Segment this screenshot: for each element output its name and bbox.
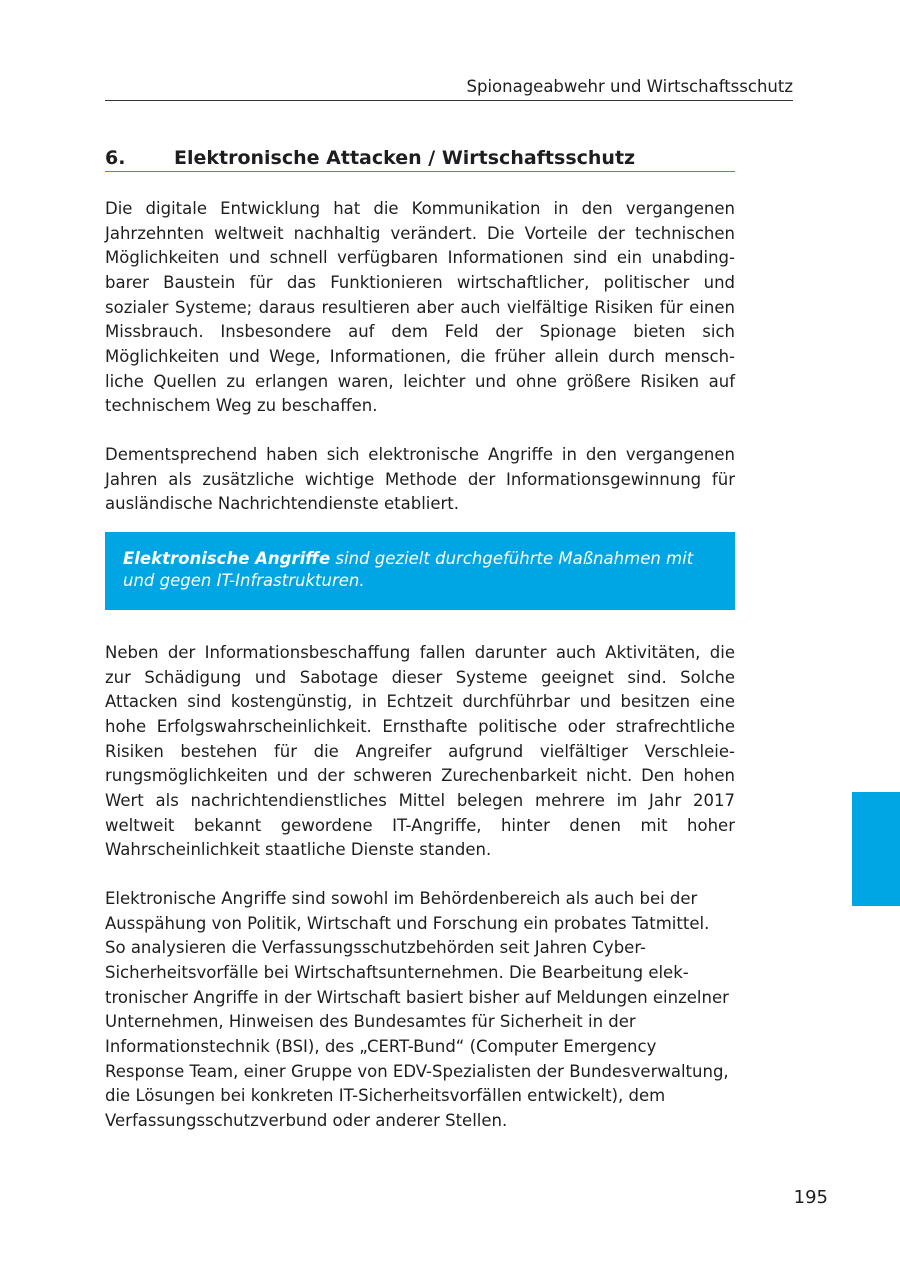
chapter-title: Elektronische Attacken / Wirtschaftsschutz xyxy=(174,147,636,169)
chapter-number: 6. xyxy=(105,147,126,169)
page-number: 195 xyxy=(793,1187,828,1208)
definition-term: Elektronische Angriffe xyxy=(123,549,331,568)
definition-box xyxy=(105,532,735,610)
paragraph: Die digitale Entwicklung hat die Kommunikation in den vergangenen Jahrzehnten weltweit nachhaltig verändert. Die Vorteile der technischen Möglichkeiten und schnell verfügbaren Informationen sind ein unabdingbarer Baustein für das Funktionieren wirtschaftlicher, politischer und sozialer Systeme; daraus resultieren aber auch vielfältige Risiken für einen Missbrauch. Insbesondere auf dem Feld der Spionage bieten sich Möglichkeiten und Wege, Informationen, die früher allein durch menschliche Quellen zu erlangen waren, leichter und ohne größere Risiken auf technischem Weg zu beschaffen. xyxy=(105,199,735,416)
running-header: Spionageabwehr und Wirtschaftsschutz xyxy=(105,76,793,101)
paragraph: Elektronische Angriffe sind sowohl im Behördenbereich als auch bei der Ausspähung von Politik, Wirtschaft und Forschung ein probates Tatmittel. So analysieren die Verfassungsschutzbehörden seit Jahren Cyber-Sicherheitsvorfälle bei Wirtschaftsunternehmen. Die Bearbeitung elektronischer Angriffe in der Wirtschaft basiert bisher auf Meldungen einzelner Unternehmen, Hinweisen des Bundesamtes für Sicherheit in der Informationstechnik (BSI), des „CERT-Bund“ (Computer Emergency Response Team, einer Gruppe von EDV-Spezialisten der Bundesverwaltung, die Lösungen bei konkreten IT-Sicherheitsvorfällen entwickelt), dem Verfassungsschutzverbund oder anderer Stellen. xyxy=(105,889,729,1130)
paragraph: Neben der Informationsbeschaffung fallen darunter auch Aktivitäten, die zur Schädigung und Sabotage dieser Systeme geeignet sind. Solche Attacken sind kostengünstig, in Echtzeit durchführbar und besitzen eine hohe Erfolgswahrscheinlichkeit. Ernsthafte politische oder strafrechtliche Risiken bestehen für die Angreifer aufgrund vielfältiger Verschleierungsmöglichkeiten und der schweren Zurechenbarkeit nicht. Den hohen Wert als nachrichtendienstliches Mittel belegen mehrere im Jahr 2017 weltweit bekannt gewordene IT-Angriffe, hinter denen mit hoher Wahrscheinlichkeit staatliche Dienste standen. xyxy=(105,643,735,860)
definition-text: sind gezielt durchgeführte Maßnahmen mit und gegen IT-Infrastrukturen. xyxy=(123,549,694,590)
chapter-heading xyxy=(105,146,735,172)
paragraph: Dementsprechend haben sich elektronische Angriffe in den vergangenen Jahren als zusätzliche wichtige Methode der Informationsgewinnung für ausländische Nachrichtendienste etabliert. xyxy=(105,445,735,514)
chapter-thumb-tab xyxy=(852,792,900,906)
